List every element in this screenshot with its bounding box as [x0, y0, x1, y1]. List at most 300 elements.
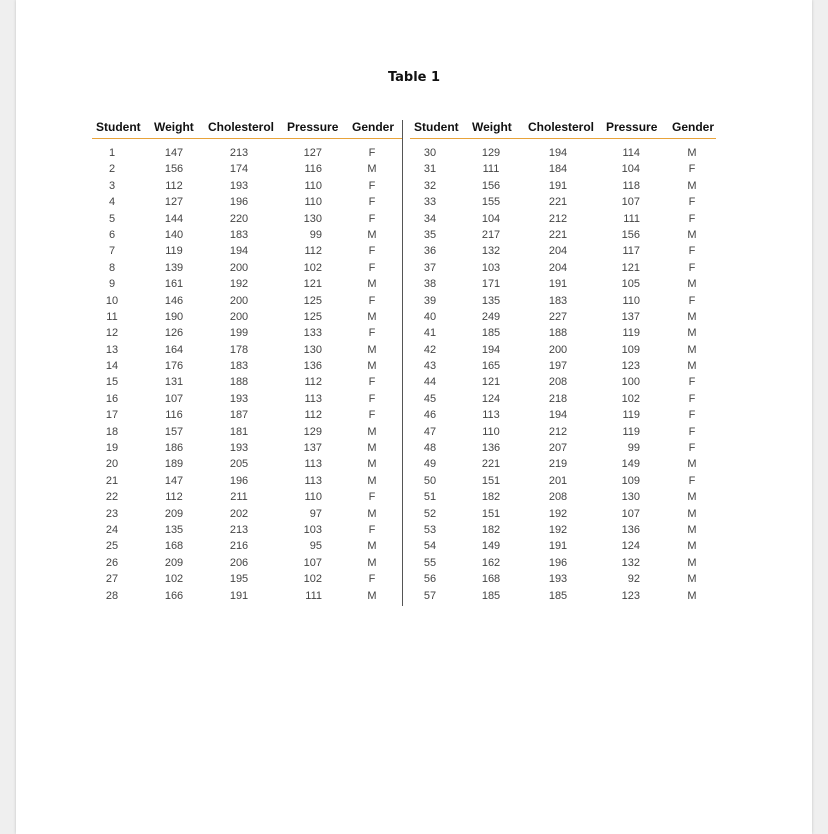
- cell-cholesterol: 202: [229, 507, 249, 520]
- cell-pressure: 110: [304, 196, 322, 209]
- cell-gender: F: [688, 261, 696, 274]
- cell-cholesterol: 196: [229, 474, 249, 487]
- cell-pressure: 92: [627, 573, 640, 586]
- cell-student: 7: [108, 245, 116, 258]
- cell-gender: F: [368, 261, 376, 274]
- cell-student: 26: [105, 556, 119, 569]
- cell-weight: 182: [481, 491, 501, 504]
- cell-student: 57: [423, 589, 437, 602]
- cell-cholesterol: 193: [229, 392, 249, 405]
- cell-student: 53: [423, 523, 437, 536]
- cell-weight: 171: [481, 278, 501, 291]
- cell-student: 23: [105, 507, 119, 520]
- cell-cholesterol: 192: [229, 278, 249, 291]
- table-row: [410, 508, 716, 524]
- cell-cholesterol: 220: [229, 212, 249, 225]
- table-row: [92, 196, 402, 212]
- cell-pressure: 95: [309, 540, 322, 553]
- cell-pressure: 118: [622, 179, 640, 192]
- cell-pressure: 104: [621, 163, 640, 176]
- table-row: [410, 196, 716, 212]
- cell-gender: M: [367, 360, 377, 373]
- header-cholesterol: Cholesterol: [208, 120, 275, 134]
- cell-cholesterol: 208: [548, 491, 568, 504]
- cell-cholesterol: 184: [548, 163, 568, 176]
- cell-student: 16: [105, 392, 119, 405]
- cell-weight: 186: [164, 442, 184, 455]
- cell-pressure: 102: [621, 392, 640, 405]
- header-cholesterol: Cholesterol: [528, 120, 595, 134]
- table-row: [410, 262, 716, 278]
- cell-student: 30: [423, 147, 437, 159]
- cell-pressure: 119: [622, 425, 640, 438]
- cell-student: 9: [108, 278, 116, 291]
- cell-pressure: 107: [303, 556, 322, 569]
- cell-weight: 147: [164, 147, 184, 159]
- cell-student: 4: [108, 196, 116, 209]
- table-row: [92, 360, 402, 376]
- cell-cholesterol: 187: [229, 409, 249, 422]
- table-row: [410, 311, 716, 327]
- cell-cholesterol: 199: [229, 327, 249, 340]
- cell-pressure: 121: [303, 278, 322, 291]
- cell-student: 14: [105, 360, 119, 373]
- cell-student: 41: [423, 327, 437, 340]
- table-row: [410, 409, 716, 425]
- cell-student: 45: [423, 392, 437, 405]
- table-row: [92, 180, 402, 196]
- cell-gender: M: [367, 228, 377, 241]
- cell-student: 17: [105, 409, 119, 422]
- table-row: [92, 295, 402, 311]
- cell-student: 19: [105, 442, 119, 455]
- cell-pressure: 109: [621, 474, 640, 487]
- cell-gender: M: [367, 458, 377, 471]
- table-row: [92, 344, 402, 360]
- cell-student: 10: [105, 294, 119, 307]
- cell-pressure: 127: [303, 147, 322, 159]
- cell-pressure: 130: [303, 343, 322, 356]
- table-body-right: [410, 147, 716, 606]
- cell-pressure: 102: [303, 573, 322, 586]
- cell-weight: 157: [164, 425, 184, 438]
- cell-gender: F: [688, 212, 696, 225]
- table-row: [92, 442, 402, 458]
- cell-weight: 156: [481, 179, 501, 192]
- table-row: [92, 573, 402, 589]
- cell-gender: M: [367, 442, 377, 455]
- cell-cholesterol: 174: [229, 163, 249, 176]
- header-student: Student: [96, 120, 141, 134]
- cell-weight: 151: [481, 507, 501, 520]
- cell-cholesterol: 204: [548, 245, 568, 258]
- cell-cholesterol: 221: [548, 196, 568, 209]
- cell-gender: M: [687, 556, 697, 569]
- cell-cholesterol: 196: [548, 556, 568, 569]
- table-row: [410, 540, 716, 556]
- table-row: [410, 524, 716, 540]
- cell-cholesterol: 200: [229, 261, 249, 274]
- cell-cholesterol: 195: [229, 573, 249, 586]
- table-row: [410, 458, 716, 474]
- cell-gender: M: [367, 310, 377, 323]
- table-row: [410, 442, 716, 458]
- cell-student: 6: [108, 228, 116, 241]
- cell-weight: 155: [481, 196, 501, 209]
- cell-student: 54: [423, 540, 437, 553]
- cell-student: 56: [423, 573, 437, 586]
- cell-student: 36: [423, 245, 437, 258]
- table-left-half: [92, 118, 402, 606]
- cell-cholesterol: 200: [548, 343, 568, 356]
- cell-pressure: 103: [303, 523, 322, 536]
- cell-gender: M: [687, 523, 697, 536]
- cell-pressure: 102: [303, 261, 322, 274]
- cell-student: 55: [423, 556, 437, 569]
- cell-pressure: 111: [623, 212, 640, 225]
- cell-gender: F: [368, 245, 376, 258]
- cell-weight: 168: [164, 540, 184, 553]
- cell-gender: M: [687, 573, 697, 586]
- cell-weight: 189: [164, 458, 184, 471]
- cell-gender: F: [368, 523, 376, 536]
- table-row: [92, 229, 402, 245]
- cell-gender: F: [368, 294, 376, 307]
- table-row: [410, 278, 716, 294]
- cell-cholesterol: 181: [229, 425, 249, 438]
- cell-weight: 129: [481, 147, 501, 159]
- cell-gender: M: [367, 507, 377, 520]
- cell-cholesterol: 200: [229, 294, 249, 307]
- cell-pressure: 117: [622, 245, 640, 258]
- table-row: [92, 590, 402, 606]
- cell-student: 8: [108, 261, 116, 274]
- cell-gender: F: [368, 196, 376, 209]
- cell-student: 51: [423, 491, 437, 504]
- cell-weight: 104: [481, 212, 501, 225]
- cell-weight: 249: [481, 310, 501, 323]
- cell-weight: 124: [481, 392, 501, 405]
- cell-pressure: 112: [304, 376, 322, 389]
- cell-weight: 135: [481, 294, 501, 307]
- cell-pressure: 99: [309, 228, 322, 241]
- header-pressure: Pressure: [606, 120, 658, 134]
- table-row: [92, 426, 402, 442]
- cell-weight: 151: [481, 474, 501, 487]
- cell-pressure: 110: [304, 179, 322, 192]
- cell-gender: M: [687, 343, 697, 356]
- cell-cholesterol: 213: [229, 523, 249, 536]
- cell-student: 33: [423, 196, 437, 209]
- cell-weight: 147: [164, 474, 184, 487]
- cell-gender: F: [688, 392, 696, 405]
- cell-cholesterol: 188: [229, 376, 249, 389]
- cell-pressure: 112: [304, 409, 322, 422]
- cell-cholesterol: 193: [229, 442, 249, 455]
- cell-student: 37: [423, 261, 437, 274]
- cell-cholesterol: 200: [229, 310, 249, 323]
- cell-cholesterol: 191: [548, 179, 568, 192]
- cell-weight: 136: [481, 442, 501, 455]
- cell-weight: 164: [164, 343, 184, 356]
- cell-weight: 132: [481, 245, 501, 258]
- cell-weight: 162: [481, 556, 501, 569]
- table-row: [410, 327, 716, 343]
- cell-student: 49: [423, 458, 437, 471]
- cell-pressure: 137: [621, 310, 640, 323]
- table-row: [92, 147, 402, 163]
- cell-pressure: 111: [305, 589, 322, 602]
- cell-weight: 221: [481, 458, 501, 471]
- cell-student: 20: [105, 458, 119, 471]
- cell-weight: 194: [481, 343, 501, 356]
- table-row: [92, 376, 402, 392]
- cell-pressure: 107: [621, 196, 640, 209]
- cell-student: 24: [105, 523, 119, 536]
- cell-pressure: 137: [303, 442, 322, 455]
- cell-weight: 168: [481, 573, 501, 586]
- table-row: [410, 147, 716, 163]
- cell-cholesterol: 207: [548, 442, 568, 455]
- cell-weight: 209: [164, 556, 184, 569]
- cell-student: 34: [423, 212, 437, 225]
- cell-student: 21: [105, 474, 119, 487]
- column-divider: [402, 120, 403, 606]
- cell-weight: 149: [481, 540, 501, 553]
- cell-weight: 110: [482, 425, 500, 438]
- cell-gender: F: [368, 573, 376, 586]
- cell-gender: M: [367, 540, 377, 553]
- cell-weight: 144: [164, 212, 184, 225]
- cell-pressure: 113: [304, 458, 322, 471]
- cell-cholesterol: 191: [229, 589, 249, 602]
- cell-gender: M: [687, 507, 697, 520]
- table-right-half: [410, 118, 716, 606]
- cell-cholesterol: 178: [229, 343, 249, 356]
- cell-gender: F: [688, 425, 696, 438]
- cell-cholesterol: 193: [548, 573, 568, 586]
- cell-student: 31: [423, 163, 437, 176]
- cell-gender: F: [688, 163, 696, 176]
- cell-cholesterol: 192: [548, 507, 568, 520]
- cell-cholesterol: 201: [548, 474, 568, 487]
- cell-weight: 112: [165, 179, 183, 192]
- cell-pressure: 105: [621, 278, 640, 291]
- cell-pressure: 109: [621, 343, 640, 356]
- header-weight: Weight: [154, 120, 194, 134]
- cell-gender: M: [687, 179, 697, 192]
- cell-gender: F: [688, 294, 696, 307]
- table-row: [410, 295, 716, 311]
- cell-gender: M: [687, 228, 697, 241]
- cell-student: 18: [105, 425, 119, 438]
- table-row: [92, 409, 402, 425]
- table-row: [92, 163, 402, 179]
- cell-cholesterol: 192: [548, 523, 568, 536]
- cell-student: 25: [105, 540, 119, 553]
- table-row: [410, 573, 716, 589]
- cell-weight: 165: [481, 360, 501, 373]
- cell-gender: F: [688, 196, 696, 209]
- cell-student: 50: [423, 474, 437, 487]
- cell-student: 28: [105, 589, 119, 602]
- cell-student: 12: [105, 327, 119, 340]
- cell-cholesterol: 194: [548, 409, 568, 422]
- cell-cholesterol: 194: [548, 147, 568, 159]
- cell-gender: M: [687, 147, 697, 159]
- cell-student: 1: [108, 147, 116, 159]
- cell-weight: 131: [164, 376, 184, 389]
- cell-cholesterol: 205: [229, 458, 249, 471]
- table-row: [92, 475, 402, 491]
- cell-gender: M: [687, 589, 697, 602]
- cell-weight: 185: [481, 589, 501, 602]
- table-row: [410, 426, 716, 442]
- cell-gender: M: [367, 474, 377, 487]
- table-row: [410, 245, 716, 261]
- table-row: [92, 393, 402, 409]
- cell-gender: F: [688, 474, 696, 487]
- table-header-left: [92, 118, 402, 139]
- table-row: [410, 163, 716, 179]
- cell-weight: 121: [481, 376, 501, 389]
- cell-pressure: 129: [303, 425, 322, 438]
- cell-gender: F: [688, 442, 696, 455]
- cell-pressure: 125: [303, 294, 322, 307]
- table-row: [92, 311, 402, 327]
- cell-weight: 139: [164, 261, 184, 274]
- cell-pressure: 113: [304, 474, 322, 487]
- table-row: [92, 278, 402, 294]
- cell-cholesterol: 211: [230, 491, 248, 504]
- table-row: [410, 491, 716, 507]
- cell-weight: 112: [165, 491, 183, 504]
- cell-weight: 190: [164, 310, 184, 323]
- cell-gender: F: [688, 245, 696, 258]
- table-row: [410, 376, 716, 392]
- cell-student: 15: [105, 376, 119, 389]
- cell-weight: 209: [164, 507, 184, 520]
- cell-weight: 127: [164, 196, 184, 209]
- cell-student: 5: [108, 212, 116, 225]
- cell-cholesterol: 212: [548, 212, 568, 225]
- cell-gender: M: [367, 556, 377, 569]
- cell-gender: F: [368, 212, 376, 225]
- cell-gender: F: [368, 392, 376, 405]
- table-row: [92, 458, 402, 474]
- cell-cholesterol: 206: [229, 556, 249, 569]
- cell-student: 39: [423, 294, 437, 307]
- cell-weight: 176: [164, 360, 184, 373]
- table-row: [410, 393, 716, 409]
- table-row: [92, 245, 402, 261]
- header-gender: Gender: [352, 120, 395, 134]
- cell-gender: F: [368, 376, 376, 389]
- cell-cholesterol: 197: [548, 360, 568, 373]
- cell-pressure: 156: [621, 228, 640, 241]
- cell-gender: F: [368, 409, 376, 422]
- cell-gender: M: [687, 360, 697, 373]
- cell-weight: 146: [164, 294, 184, 307]
- cell-gender: F: [368, 179, 376, 192]
- cell-weight: 156: [164, 163, 184, 176]
- header-student: Student: [414, 120, 459, 134]
- cell-student: 42: [423, 343, 437, 356]
- cell-pressure: 114: [622, 147, 640, 159]
- table-header-right: [410, 118, 716, 139]
- cell-weight: 217: [481, 228, 501, 241]
- cell-cholesterol: 213: [229, 147, 249, 159]
- table-row: [92, 508, 402, 524]
- cell-student: 40: [423, 310, 437, 323]
- cell-gender: M: [367, 425, 377, 438]
- cell-pressure: 123: [621, 589, 640, 602]
- table-row: [410, 590, 716, 606]
- cell-student: 11: [106, 310, 118, 323]
- cell-pressure: 112: [304, 245, 322, 258]
- cell-pressure: 99: [627, 442, 640, 455]
- cell-pressure: 110: [304, 491, 322, 504]
- cell-weight: 103: [481, 261, 501, 274]
- cell-pressure: 97: [309, 507, 322, 520]
- cell-cholesterol: 194: [229, 245, 249, 258]
- table-row: [410, 475, 716, 491]
- cell-cholesterol: 183: [229, 228, 249, 241]
- table-row: [410, 360, 716, 376]
- cell-pressure: 136: [621, 523, 640, 536]
- cell-pressure: 130: [303, 212, 322, 225]
- cell-pressure: 132: [621, 556, 640, 569]
- cell-pressure: 123: [621, 360, 640, 373]
- cell-gender: M: [367, 343, 377, 356]
- cell-weight: 119: [165, 245, 183, 258]
- cell-cholesterol: 185: [548, 589, 568, 602]
- header-gender: Gender: [672, 120, 715, 134]
- cell-gender: M: [687, 310, 697, 323]
- table-row: [410, 229, 716, 245]
- cell-student: 13: [105, 343, 119, 356]
- cell-cholesterol: 188: [548, 327, 568, 340]
- cell-cholesterol: 191: [548, 540, 568, 553]
- cell-weight: 111: [482, 163, 500, 176]
- cell-gender: M: [367, 589, 377, 602]
- cell-gender: F: [368, 327, 376, 340]
- cell-cholesterol: 183: [548, 294, 568, 307]
- cell-student: 27: [105, 573, 119, 586]
- table-row: [410, 213, 716, 229]
- cell-pressure: 121: [621, 261, 640, 274]
- cell-student: 52: [423, 507, 437, 520]
- cell-pressure: 116: [304, 163, 322, 176]
- table-row: [92, 327, 402, 343]
- cell-cholesterol: 221: [548, 228, 568, 241]
- table-row: [92, 262, 402, 278]
- cell-gender: F: [688, 376, 696, 389]
- cell-cholesterol: 183: [229, 360, 249, 373]
- cell-pressure: 119: [622, 327, 640, 340]
- table-row: [92, 557, 402, 573]
- table-row: [410, 180, 716, 196]
- cell-pressure: 130: [621, 491, 640, 504]
- table-row: [92, 213, 402, 229]
- cell-pressure: 110: [622, 294, 640, 307]
- cell-cholesterol: 191: [548, 278, 568, 291]
- table-row: [92, 491, 402, 507]
- cell-pressure: 133: [303, 327, 322, 340]
- cell-gender: M: [367, 278, 377, 291]
- cell-weight: 116: [165, 409, 183, 422]
- cell-pressure: 149: [621, 458, 640, 471]
